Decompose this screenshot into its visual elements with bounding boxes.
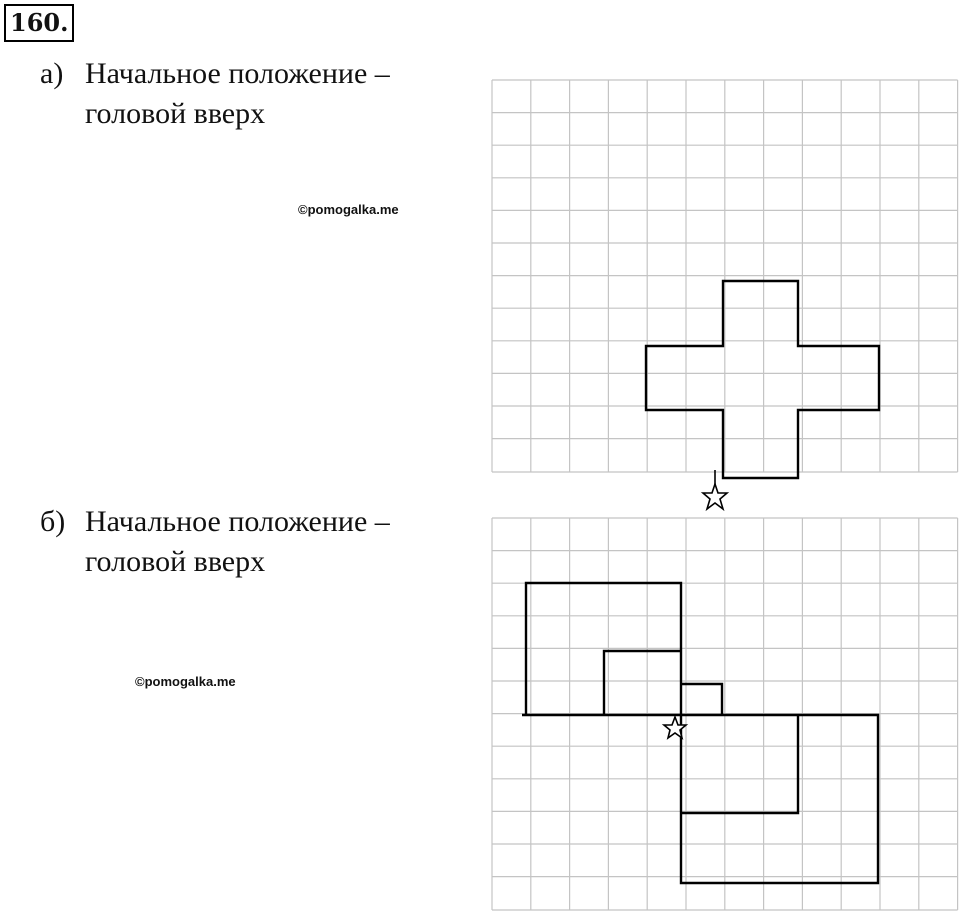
item-a-line1: Начальное положение – [85, 57, 390, 90]
item-b-label: б) [40, 505, 66, 538]
item-a-label: а) [40, 57, 64, 90]
watermark-a: ©pomogalka.me [298, 202, 399, 217]
grid-a-lines [492, 80, 958, 472]
item-b-line1: Начальное положение – [85, 505, 390, 538]
watermark-b: ©pomogalka.me [135, 674, 236, 689]
grid-b [492, 518, 958, 912]
item-b-text [40, 502, 390, 582]
problem-number: 160. [4, 4, 74, 42]
star-icon [700, 470, 730, 514]
star-icon [664, 717, 686, 738]
item-b-line2: головой вверх [85, 545, 266, 578]
grid-a [492, 80, 958, 476]
cross-figure [646, 281, 879, 478]
item-a-line2: головой вверх [85, 97, 266, 130]
spiral-figure [522, 583, 878, 883]
item-a-text [40, 54, 390, 134]
